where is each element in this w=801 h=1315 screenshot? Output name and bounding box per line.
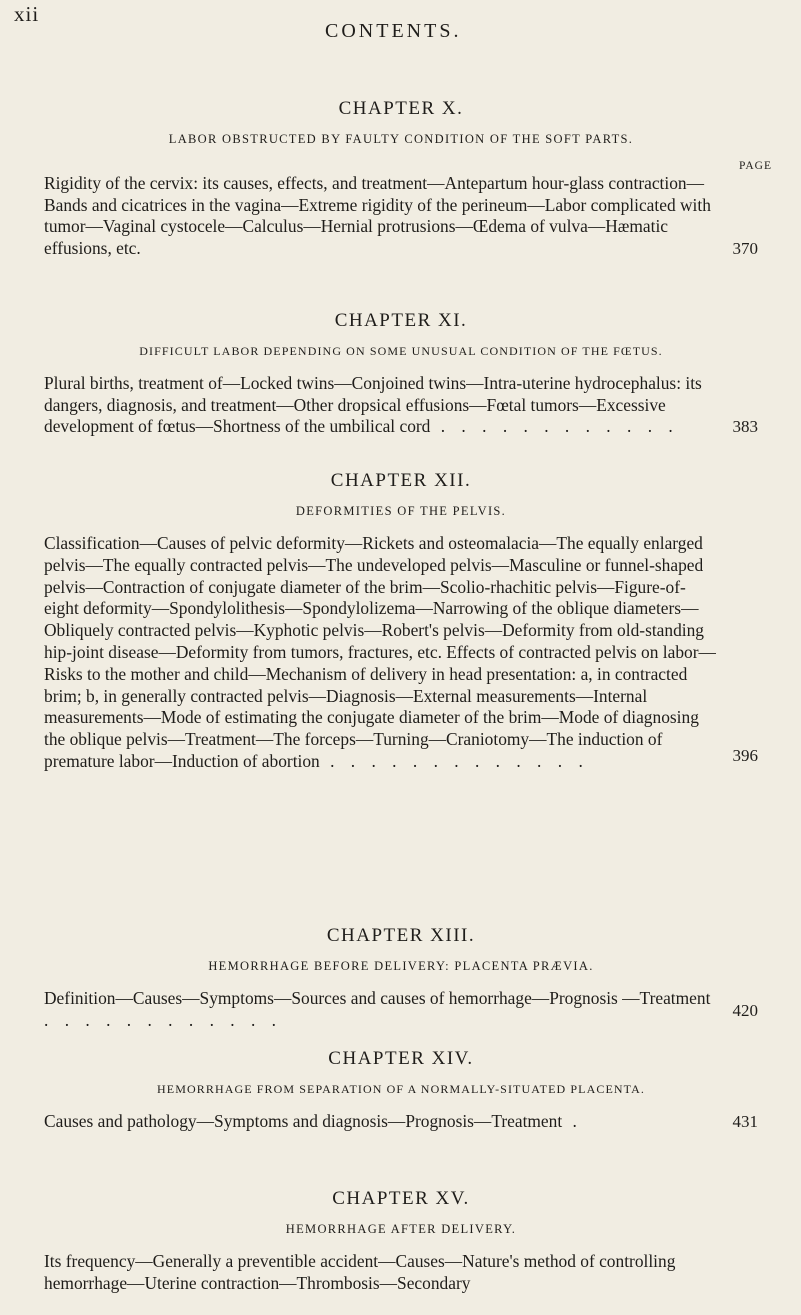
chapter-xii [44, 470, 758, 773]
chapter-entry [44, 988, 758, 1031]
chapter-xiii [44, 925, 758, 1031]
chapter-subtitle: DIFFICULT LABOR DEPENDING ON SOME UNUSUAL CONDITION OF THE FŒTUS. [139, 344, 663, 358]
chapter-xiv [44, 1048, 758, 1133]
chapter-title: CHAPTER X. [338, 98, 464, 119]
chapter-subtitle: HEMORRHAGE AFTER DELIVERY. [285, 1222, 517, 1236]
entry-text: Causes and pathology—Symptoms and diagnosis—Prognosis—Treatment [44, 1111, 563, 1131]
chapter-entry [44, 533, 758, 773]
chapter-title: CHAPTER XV. [332, 1188, 470, 1209]
entry-page: 396 [732, 745, 758, 765]
chapter-xv [44, 1188, 758, 1294]
chapter-entry [44, 1111, 758, 1133]
chapter-x [44, 98, 772, 259]
chapter-entry [44, 373, 758, 438]
chapter-subtitle: LABOR OBSTRUCTED BY FAULTY CONDITION OF THE SOFT PARTS. [168, 132, 634, 146]
chapter-title: CHAPTER XIII. [326, 925, 476, 946]
chapter-subtitle: HEMORRHAGE BEFORE DELIVERY: PLACENTA PRÆVIA. [208, 959, 594, 973]
entry-text: Definition—Causes—Symptoms—Sources and causes of hemorrhage—Prognosis —Treatment [44, 988, 711, 1008]
chapter-entry [44, 1251, 758, 1294]
entry-text: Classification—Causes of pelvic deformity—Rickets and osteomalacia—The equally enlarged pelvis—The equally contracted pelvis—The undeveloped pelvis—Masculine or funnel-shaped pelvis—Contraction of conjugate diameter of the brim—Scolio-rhachitic pelvis—Figure-of-eight deformity—Spondylolithesis—Spondylolizema—Narrowing of the oblique diameters—Obliquely contracted pelvis—Kyphotic pelvis—Robert's pelvis—Deformity from old-standing hip-joint disease—Deformity from tumors, fractures, etc. Effects of contracted pelvis on labor—Risks to the mother and child—Mechanism of delivery in head presentation: a, in contracted brim; b, in generally contracted pelvis—Diagnosis—External measurements—Internal measurements—Mode of estimating the conjugate diameter of the brim—Mode of diagnosing the oblique pelvis—Treatment—The forceps—Turning—Craniotomy—The induction of premature labor—Induction of abortion [44, 533, 716, 771]
entry-text: Its frequency—Generally a preventible accident—Causes—Nature's method of controlling hemorrhage—Uterine contraction—Thrombosis—Secondary [44, 1251, 676, 1293]
page-column-label: PAGE [739, 160, 772, 172]
entry-text: Rigidity of the cervix: its causes, effects, and treatment—Antepartum hour-glass contraction—Bands and cicatrices in the vagina—Extreme rigidity of the perineum—Labor complicated with tumor—Vaginal cystocele—Calculus—Hernial protrusions—Œdema of vulva—Hæmatic effusions, etc. [44, 173, 711, 258]
entry-page: 420 [732, 1000, 758, 1020]
dot-leaders: . [562, 1111, 583, 1131]
entry-page: 431 [732, 1112, 758, 1131]
running-head: CONTENTS. [325, 20, 462, 42]
entry-page: 370 [732, 238, 758, 258]
chapter-title: CHAPTER XII. [330, 470, 472, 491]
chapter-title: CHAPTER XIV. [328, 1048, 474, 1069]
chapter-title: CHAPTER XI. [334, 310, 468, 331]
dot-leaders: . . . . . . . . . . . . [44, 1009, 282, 1030]
chapter-subtitle: HEMORRHAGE FROM SEPARATION OF A NORMALLY-SITUATED PLACENTA. [157, 1082, 645, 1096]
dot-leaders: . . . . . . . . . . . . . [319, 750, 589, 771]
entry-text: Plural births, treatment of—Locked twins—Conjoined twins—Intra-uterine hydrocephalus: its dangers, diagnosis, and treatment—Other dropsical effusions—Fœtal tumors—Excessive development of fœtus—Shortness of the umbilical cord [44, 373, 702, 436]
chapter-entry [44, 160, 772, 259]
entry-page: 383 [732, 417, 758, 436]
page-number: xii [14, 2, 40, 26]
chapter-xi [44, 310, 758, 438]
dot-leaders: . . . . . . . . . . . . [430, 416, 679, 436]
chapter-subtitle: DEFORMITIES OF THE PELVIS. [295, 504, 507, 518]
